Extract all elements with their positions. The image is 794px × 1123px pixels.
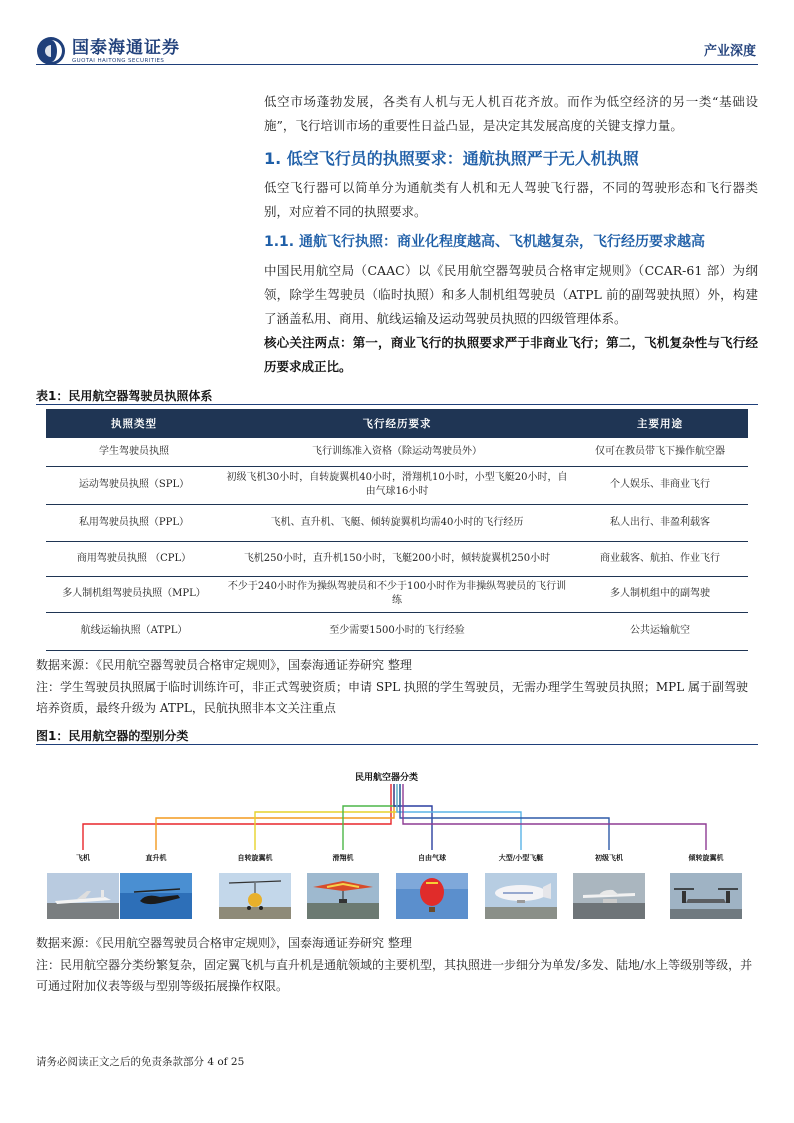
company-logo [36, 36, 180, 66]
section-1-paragraph: 低空飞行器可以简单分为通航类有人机和无人驾驶飞行器，不同的驾驶形态和飞行器类别，对应着不同的执照要求。 [264, 180, 758, 219]
table-row [46, 504, 748, 541]
table-cell: 多人制机组中的副驾驶 [572, 576, 748, 612]
category-photo [573, 873, 645, 919]
classification-tree [0, 780, 794, 855]
table-cell: 初级飞机30小时，自转旋翼机40小时，滑翔机10小时，小型飞艇20小时，自由气球16小时 [222, 466, 572, 504]
table-cell: 公共运输航空 [572, 612, 748, 650]
category-label: 大型/小型飞艇 [498, 854, 544, 862]
category-label: 飞机 [76, 854, 90, 862]
tree-branch-line [397, 784, 521, 850]
logo-mark-icon [36, 36, 66, 66]
section-1-1-paragraph: 中国民用航空局（CAAC）以《民用航空器驾驶员合格审定规则》（CCAR-61 部）为纲领，除学生驾驶员（临时执照）和多人制机组驾驶员（ATPL 前的副驾驶执照）外，构建了涵盖私用、商用、航线运输及运动驾驶员执照的四级管理体系。 [264, 263, 758, 326]
figure-caption-divider [36, 744, 758, 745]
table-cell: 学生驾驶员执照 [46, 438, 222, 466]
table-cell: 商业载客、航拍、作业飞行 [572, 541, 748, 576]
table-note: 注：学生驾驶员执照属于临时训练许可，非正式驾驶资质；申请 SPL 执照的学生驾驶员，无需办理学生驾驶员执照；MPL 属于副驾驶培养资质，最终升级为 ATPL，民航执照非本文关注重点 [36, 680, 749, 715]
table-cell: 至少需要1500小时的飞行经验 [222, 612, 572, 650]
section-label: 产业深度 [703, 44, 756, 59]
category-photo [219, 873, 291, 919]
tree-branch-line [83, 784, 391, 850]
figure-source: 数据来源：《民用航空器驾驶员合格审定规则》，国泰海通证券研究 整理 [36, 936, 412, 950]
aircraft-photo-icon [219, 873, 291, 919]
aircraft-photo-icon [47, 873, 119, 919]
aircraft-photo-icon [120, 873, 192, 919]
table-cell: 私用驾驶员执照（PPL） [46, 504, 222, 541]
aircraft-photo-icon [396, 873, 468, 919]
table-source: 数据来源：《民用航空器驾驶员合格审定规则》，国泰海通证券研究 整理 [36, 658, 412, 672]
table-cell: 飞行训练准入资格（除运动驾驶员外） [222, 438, 572, 466]
aircraft-photo-icon [573, 873, 645, 919]
category-photo [47, 873, 119, 919]
table-cell: 仅可在教员带飞下操作航空器 [572, 438, 748, 466]
logo-name-cn: 国泰海通证券 [72, 37, 180, 58]
section-1-heading: 1. 低空飞行员的执照要求：通航执照严于无人机执照 [264, 149, 639, 168]
table-cell: 飞机、直升机、飞艇、倾转旋翼机均需40小时的飞行经历 [222, 504, 572, 541]
logo-name-en: GUOTAI HAITONG SECURITIES [72, 57, 165, 64]
category-label: 自由气球 [418, 854, 446, 862]
aircraft-photo-icon [485, 873, 557, 919]
table-cell: 私人出行、非盈利载客 [572, 504, 748, 541]
table-cell: 不少于240小时作为操纵驾驶员和不少于100小时作为非操纵驾驶员的飞行训练 [222, 576, 572, 612]
category-photo [307, 873, 379, 919]
key-point-paragraph: 核心关注两点：第一，商业飞行的执照要求严于非商业飞行；第二，飞机复杂性与飞行经历要求成正比。 [264, 335, 758, 374]
figure-caption: 图1：民用航空器的型别分类 [36, 729, 189, 743]
aircraft-photo-icon [307, 873, 379, 919]
table-row [46, 612, 748, 650]
table-caption-divider [36, 404, 758, 405]
category-label: 直升机 [145, 854, 167, 862]
table-cell: 商用驾驶员执照 （CPL） [46, 541, 222, 576]
license-table [46, 409, 748, 651]
header-divider [36, 64, 758, 65]
table-cell: 航线运输执照（ATPL） [46, 612, 222, 650]
table-row [46, 438, 748, 466]
category-photo [670, 873, 742, 919]
table-header-cell: 主要用途 [572, 409, 748, 438]
table-cell: 个人娱乐、非商业飞行 [572, 466, 748, 504]
table-row [46, 541, 748, 576]
aircraft-photo-icon [670, 873, 742, 919]
footer-disclaimer: 请务必阅读正文之后的免责条款部分 4 of 25 [36, 1056, 245, 1068]
table-cell: 多人制机组驾驶员执照（MPL） [46, 576, 222, 612]
category-label: 滑翔机 [332, 854, 354, 862]
table-header-cell: 执照类型 [46, 409, 222, 438]
table-row [46, 466, 748, 504]
table-row [46, 576, 748, 612]
table-header-cell: 飞行经历要求 [222, 409, 572, 438]
table-cell: 飞机250小时，直升机150小时，飞艇200小时，倾转旋翼机250小时 [222, 541, 572, 576]
category-label: 倾转旋翼机 [688, 854, 724, 862]
tree-branch-line [403, 784, 706, 850]
category-photo [396, 873, 468, 919]
table-cell: 运动驾驶员执照（SPL） [46, 466, 222, 504]
tree-branch-line [255, 784, 397, 850]
section-1-1-heading: 1.1. 通航飞行执照：商业化程度越高、飞机越复杂，飞行经历要求越高 [264, 234, 705, 250]
table-header-row [46, 409, 748, 438]
category-label: 自转旋翼机 [237, 854, 273, 862]
category-photo [120, 873, 192, 919]
figure-title: 民用航空器分类 [355, 773, 419, 783]
table-caption: 表1：民用航空器驾驶员执照体系 [36, 389, 213, 403]
figure-note: 注：民用航空器分类纷繁复杂，固定翼飞机与直升机是通航领域的主要机型，其执照进一步细分为单发/多发、陆地/水上等级别等级，并可通过附加仪表等级与型别等级拓展操作权限。 [36, 958, 753, 993]
category-label: 初级飞机 [595, 854, 623, 862]
intro-paragraph: 低空市场蓬勃发展，各类有人机与无人机百花齐放。而作为低空经济的另一类“基础设施”，飞行培训市场的重要性日益凸显，是决定其发展高度的关键支撑力量。 [264, 94, 758, 133]
tree-branch-line [156, 784, 394, 850]
category-photo [485, 873, 557, 919]
